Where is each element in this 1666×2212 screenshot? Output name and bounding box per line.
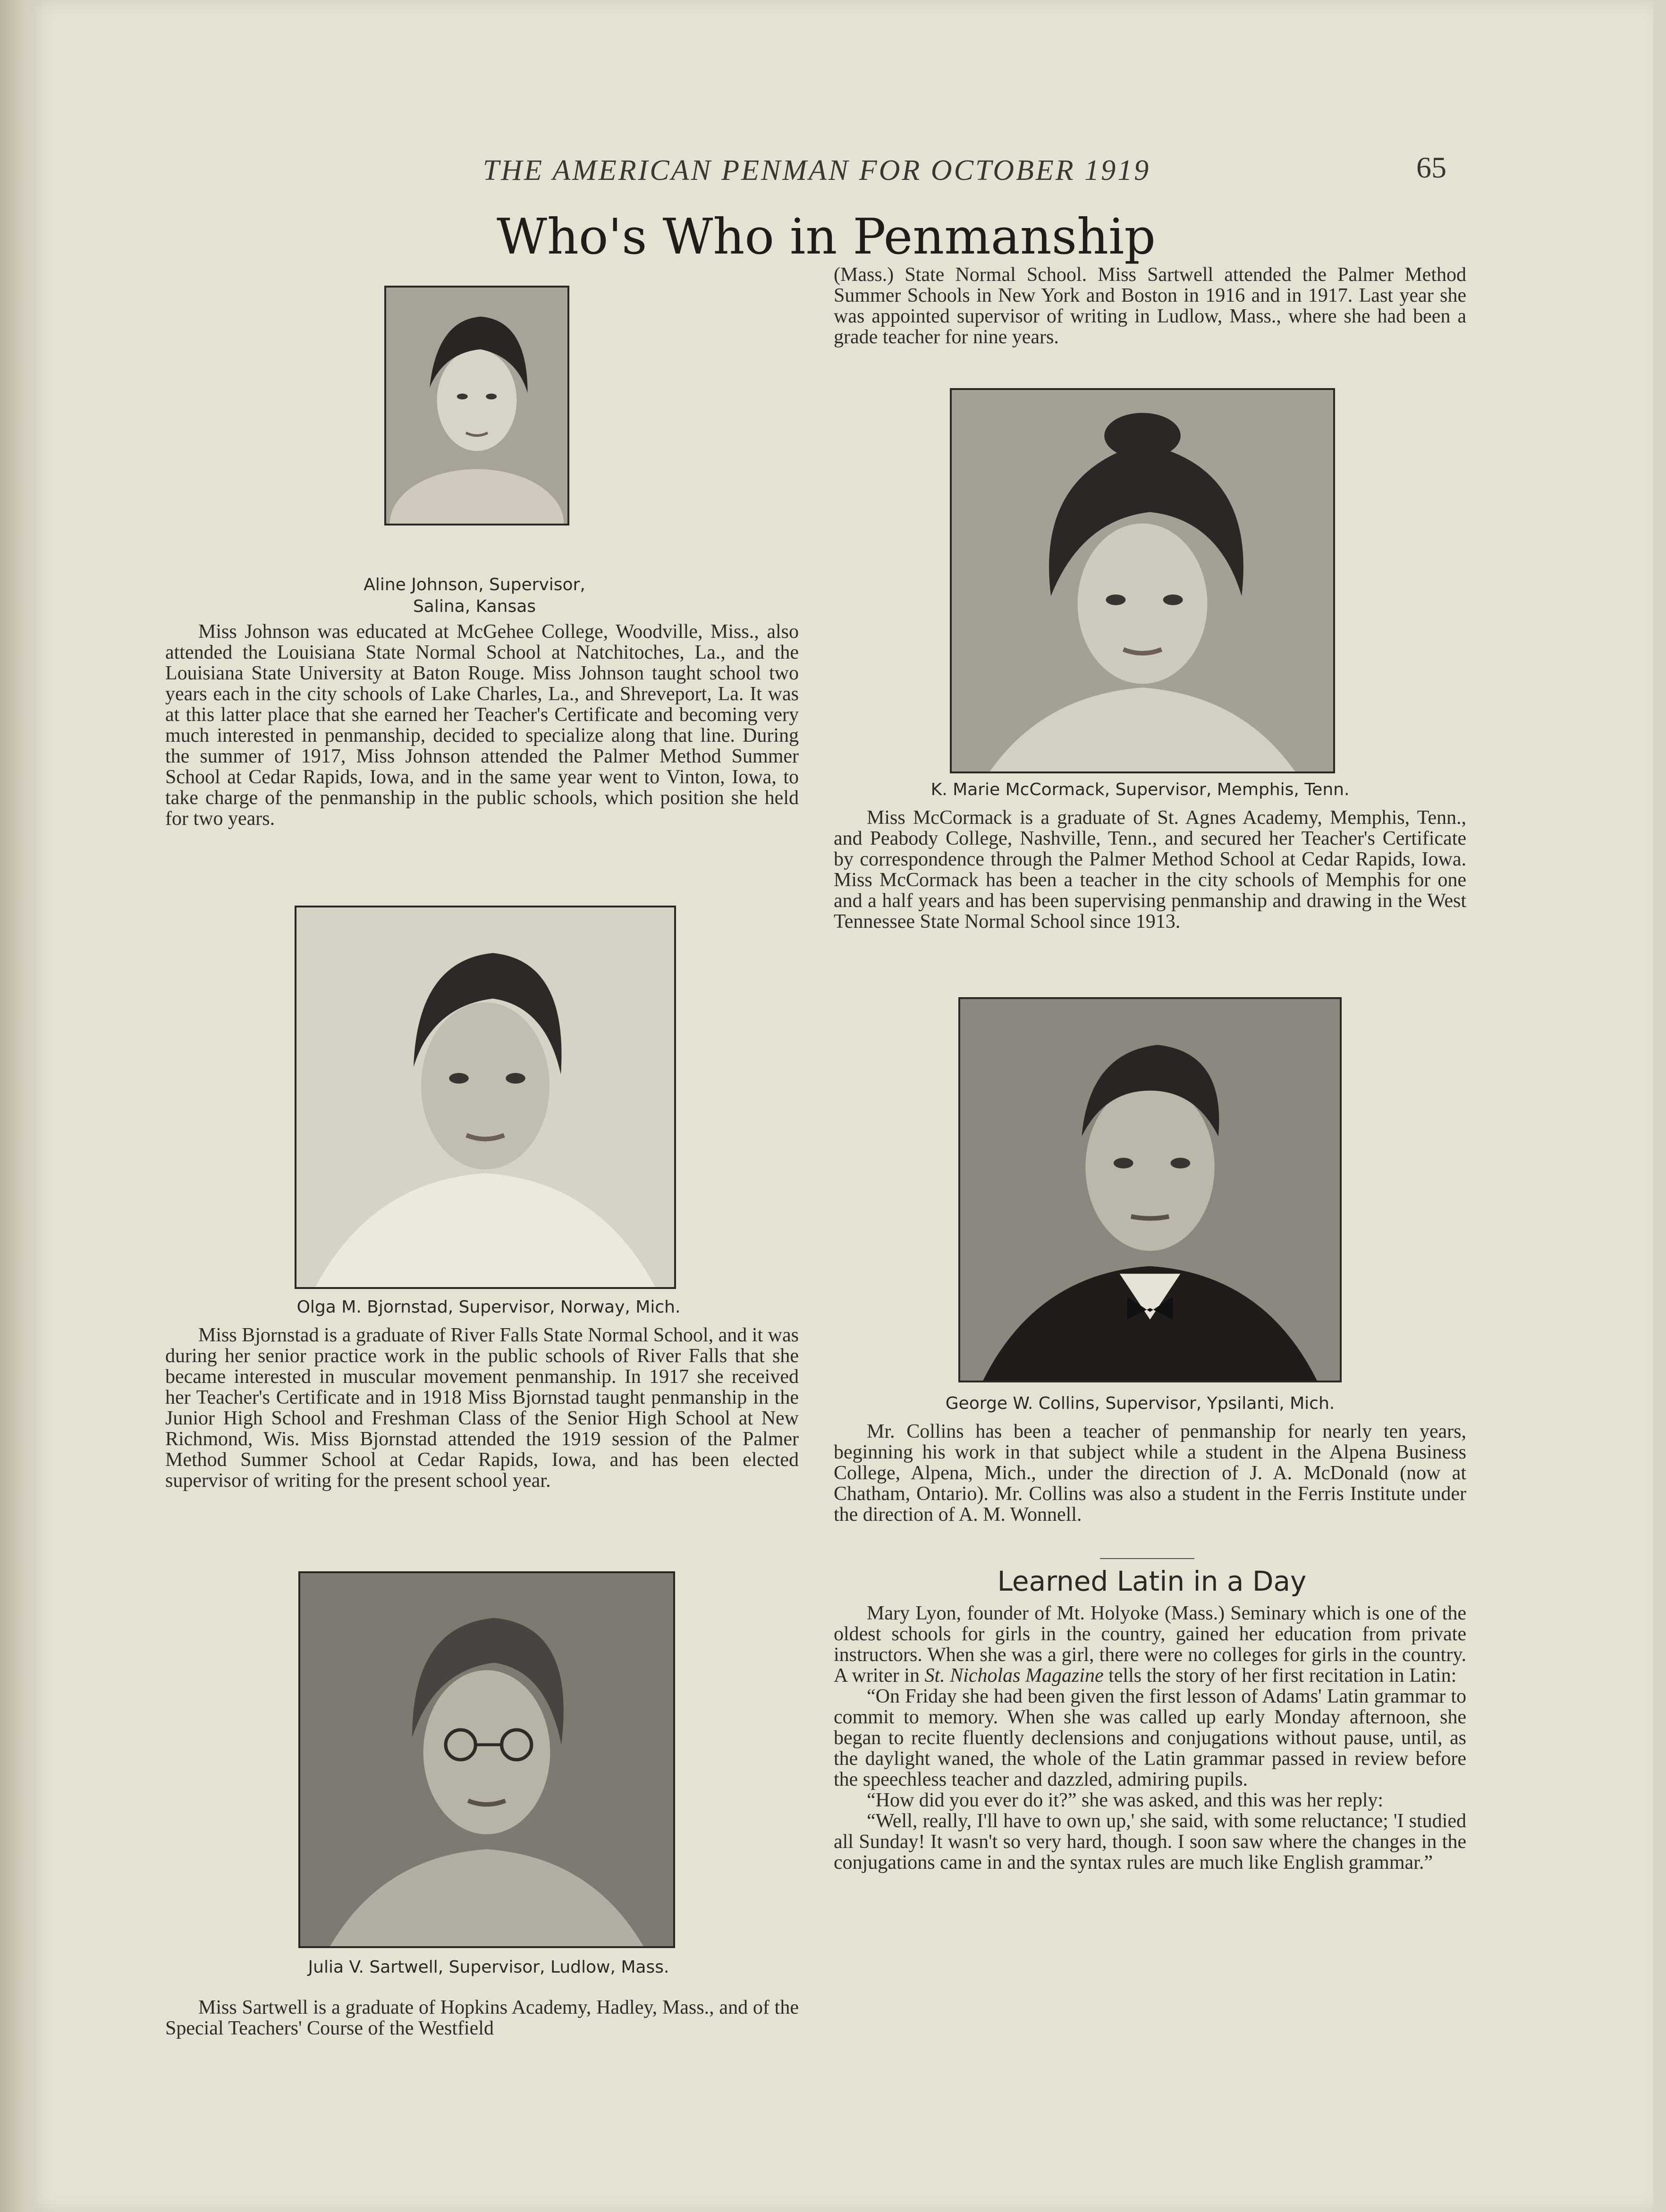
profile-text-aline-johnson bbox=[165, 621, 799, 829]
paragraph-4: “Well, really, I'll have to own up,' she said, with some reluctance; 'I studied all Sunday! It wasn't so very hard, though. I soon saw where the changes in the conjugations came in and the syntax rules are much like English grammar.” bbox=[834, 1810, 1466, 1873]
caption-julia-sartwell: Julia V. Sartwell, Supervisor, Ludlow, Mass. bbox=[308, 1958, 669, 1977]
binding-gutter bbox=[0, 0, 29, 2212]
caption-olga-bjornstad: Olga M. Bjornstad, Supervisor, Norway, Mich. bbox=[296, 1297, 681, 1317]
caption-aline-johnson bbox=[340, 574, 609, 618]
caption-line-2: Salina, Kansas bbox=[413, 597, 536, 616]
caption-marie-mccormack: K. Marie McCormack, Supervisor, Memphis, Tenn. bbox=[930, 780, 1350, 799]
magazine-title: St. Nicholas Magazine bbox=[924, 1665, 1104, 1687]
portrait-photo-julia-sartwell bbox=[298, 1571, 675, 1948]
portrait-photo-george-collins bbox=[958, 997, 1342, 1382]
sidebar-story-text bbox=[834, 1603, 1466, 1873]
paragraph: Mr. Collins has been a teacher of penmanship for nearly ten years, beginning his work in that subject while a student in the Alpena Business College, Alpena, Mich., under the direction of J. A. McDonald (now at Chatham, Ontario). Mr. Collins was also a student in the Ferris Institute under the direction of A. M. Wonnell. bbox=[834, 1421, 1466, 1526]
paragraph: Miss Johnson was educated at McGehee College, Woodville, Miss., also attended the Louisiana State Normal School at Natchitoches, La., and the Louisiana State University at Baton Rouge. Miss Johnson taught school two years each in the city schools of Lake Charles, La., and Shreveport, La. It was at this latter place that she earned her Teacher's Certificate and becoming very much interested in penmanship, decided to specialize along that line. During the summer of 1917, Miss Johnson attended the Palmer Method Summer School at Cedar Rapids, Iowa, and in the same year went to Vinton, Iowa, to take charge of the penmanship in the public schools, which position she held for two years. bbox=[165, 621, 799, 830]
paragraph: Miss Bjornstad is a graduate of River Falls State Normal School, and it was during her senior practice work in the public schools of River Falls that she became interested in muscular movement penmanship. In 1917 she received her Teacher's Certificate and in 1918 Miss Bjornstad taught penmanship in the Junior High School and Freshman Class of the Senior High School at New Richmond, Wis. Miss Bjornstad attended the 1919 session of the Palmer Method Summer School at Cedar Rapids, Iowa, and has been elected supervisor of writing for the present school year. bbox=[165, 1324, 799, 1492]
portrait-photo-marie-mccormack bbox=[950, 388, 1335, 773]
story-intro-end: tells the story of her first recitation in Latin: bbox=[1103, 1665, 1457, 1687]
story-intro: Mary Lyon, founder of Mt. Holyoke (Mass.) Seminary which is one of the oldest schools for girls in the country, gained her education from private instructors. When she was a girl, there were no colleges for girls in the country. A writer in bbox=[834, 1602, 1466, 1687]
profile-text-olga-bjornstad bbox=[165, 1325, 799, 1491]
article-title: Who's Who in Penmanship bbox=[497, 208, 1156, 265]
portrait-photo-aline-johnson bbox=[384, 286, 569, 525]
paragraph-1 bbox=[834, 1603, 1466, 1686]
paragraph-2: “On Friday she had been given the first lesson of Adams' Latin grammar to commit to memory. When she was called up early Monday afternoon, she began to recite fluently declensions and conjugations without pause, until, as the daylight waned, the whole of the Latin grammar passed in review before the speechless teacher and dazzled, admiring pupils. bbox=[834, 1686, 1466, 1790]
page-number: 65 bbox=[1416, 151, 1446, 184]
profile-text-george-collins bbox=[834, 1421, 1466, 1525]
paragraph: Miss Sartwell is a graduate of Hopkins Academy, Hadley, Mass., and of the Special Teachers' Course of the Westfield bbox=[165, 1997, 799, 2039]
profile-text-julia-sartwell-part1 bbox=[165, 1997, 799, 2039]
caption-george-collins: George W. Collins, Supervisor, Ypsilanti, Mich. bbox=[945, 1394, 1335, 1413]
profile-text-marie-mccormack bbox=[834, 807, 1466, 932]
profile-text-julia-sartwell-part2 bbox=[834, 264, 1466, 347]
paragraph: (Mass.) State Normal School. Miss Sartwell attended the Palmer Method Summer Schools in New York and Boston in 1916 and in 1917. Last year she was appointed supervisor of writing in Ludlow, Mass., where she had been a grade teacher for nine years. bbox=[834, 264, 1466, 348]
paragraph: Miss McCormack is a graduate of St. Agnes Academy, Memphis, Tenn., and Peabody College, Nashville, Tenn., and secured her Teacher's Certificate by correspondence through the Palmer Method School at Cedar Rapids, Iowa. Miss McCormack has been a teacher in the city schools of Memphis for one and a half years and has been supervising penmanship and drawing in the West Tennessee State Normal School since 1913. bbox=[834, 807, 1466, 932]
sidebar-story-title: Learned Latin in a Day bbox=[997, 1565, 1307, 1597]
portrait-photo-olga-bjornstad bbox=[295, 906, 676, 1289]
running-head: THE AMERICAN PENMAN FOR OCTOBER 1919 bbox=[482, 154, 1151, 186]
caption-line-1: Aline Johnson, Supervisor, bbox=[364, 575, 585, 594]
paragraph-3: “How did you ever do it?” she was asked, and this was her reply: bbox=[867, 1789, 1384, 1811]
section-divider bbox=[1100, 1558, 1194, 1559]
